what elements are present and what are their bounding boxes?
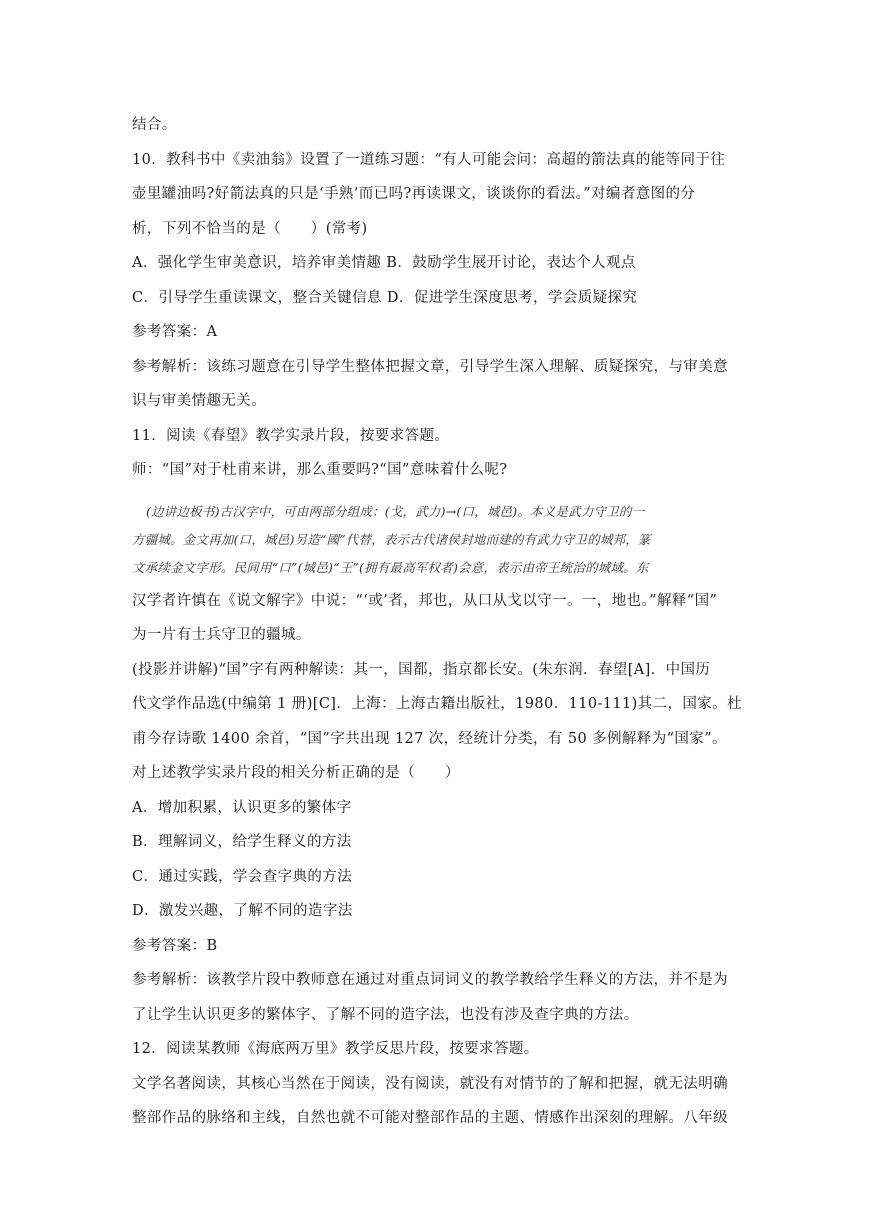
question-10-answer: 参考答案：A <box>132 324 218 340</box>
text-line: 文学名著阅读，其核心当然在于阅读，没有阅读，就没有对情节的了解和把握，就无法明确 <box>132 1075 728 1092</box>
text-line: 整部作品的脉络和主线，自然也就不可能对整部作品的主题、情感作出深刻的理解。八年级 <box>132 1110 728 1126</box>
question-11-option-d: D．激发兴趣，了解不同的造字法 <box>132 903 353 919</box>
question-10-options-cd: C．引导学生重读课文，整合关键信息 D．促进学生深度思考，学会质疑探究 <box>132 289 638 306</box>
text-line: 甫今存诗歌 1400 余首，“国”字共出现 127 次，经统计分类，有 50 多例解释为“国家”。 <box>132 730 727 747</box>
question-10-options-ab: A．强化学生审美意识，培养审美情趣 B．鼓励学生展开讨论，表达个人观点 <box>132 255 636 271</box>
text-line: 代文学作品选(中编第 1 册)[C]．上海：上海古籍出版社，1980．110-111)其二，国家。杜 <box>132 696 742 712</box>
text-line: 了让学生认识更多的繁体字、了解不同的造字法，也没有涉及查字典的方法。 <box>132 1006 639 1023</box>
question-11-prompt: 对上述教学实录片段的相关分析正确的是（ ） <box>132 765 460 781</box>
text-line: 师：“国”对于杜甫来讲，那么重要吗?“国”意味着什么呢? <box>132 462 508 478</box>
question-11-explanation: 参考解析：该教学片段中教师意在通过对重点词词义的教学教给学生释义的方法，并不是为 <box>132 972 728 988</box>
question-12-stem: 12．阅读某教师《海底两万里》教学反思片段，按要求答题。 <box>132 1041 539 1057</box>
document-page <box>132 108 742 1136</box>
question-11-answer: 参考答案：B <box>132 937 218 954</box>
scan-line: 方疆城。金文再加(口，城邑)另造“國”代替，表示古代诸侯封地而建的有武力守卫的城邦，篆 <box>132 531 651 547</box>
question-11-option-c: C．通过实践，学会查字典的方法 <box>132 868 353 885</box>
question-11-option-b: B．理解词义，给学生释义的方法 <box>132 834 352 850</box>
text-line: (投影并讲解)“国”字有两种解读：其一，国都，指京都长安。(朱东润．春望[A]．中国历 <box>132 661 711 678</box>
question-11-option-a: A．增加积累，认识更多的繁体字 <box>132 799 352 816</box>
question-10-stem: 10．教科书中《卖油翁》设置了一道练习题：“有人可能会问：高超的箭法真的能等同于往 <box>132 151 726 168</box>
text-block-top <box>132 108 742 488</box>
scanned-excerpt <box>132 494 702 584</box>
text-line: 为一片有士兵守卫的疆城。 <box>132 627 311 643</box>
text-line: 析，下列不恰当的是（ ）(常考) <box>132 220 368 237</box>
question-11-stem: 11．阅读《春望》教学实录片段，按要求答题。 <box>132 427 450 444</box>
text-block-bottom <box>132 584 742 1136</box>
text-line: 识与审美情趣无关。 <box>132 393 267 409</box>
text-line: 结合。 <box>132 117 177 133</box>
text-line: 壶里罐油吗?好箭法真的只是‘手熟’而已吗?再读课文，谈谈你的看法。”对编者意图的分 <box>132 186 696 202</box>
scan-line: (边讲边板书)古汉字中，可由两部分组成：(戈，武力)→(口，城邑)。本义是武力守卫的一 <box>146 503 645 519</box>
question-10-explanation: 参考解析：该练习题意在引导学生整体把握文章，引导学生深入理解、质疑探究，与审美意 <box>132 358 728 375</box>
scan-line: 文承续金文字形。民间用“口”(城邑)“王”(拥有最高军权者)会意，表示由帝王统治的城域。东 <box>132 559 649 575</box>
text-line: 汉学者许慎在《说文解字》中说：“‘或’者，邦也，从口从戈以守一。一，地也。”解释“国” <box>132 592 718 609</box>
